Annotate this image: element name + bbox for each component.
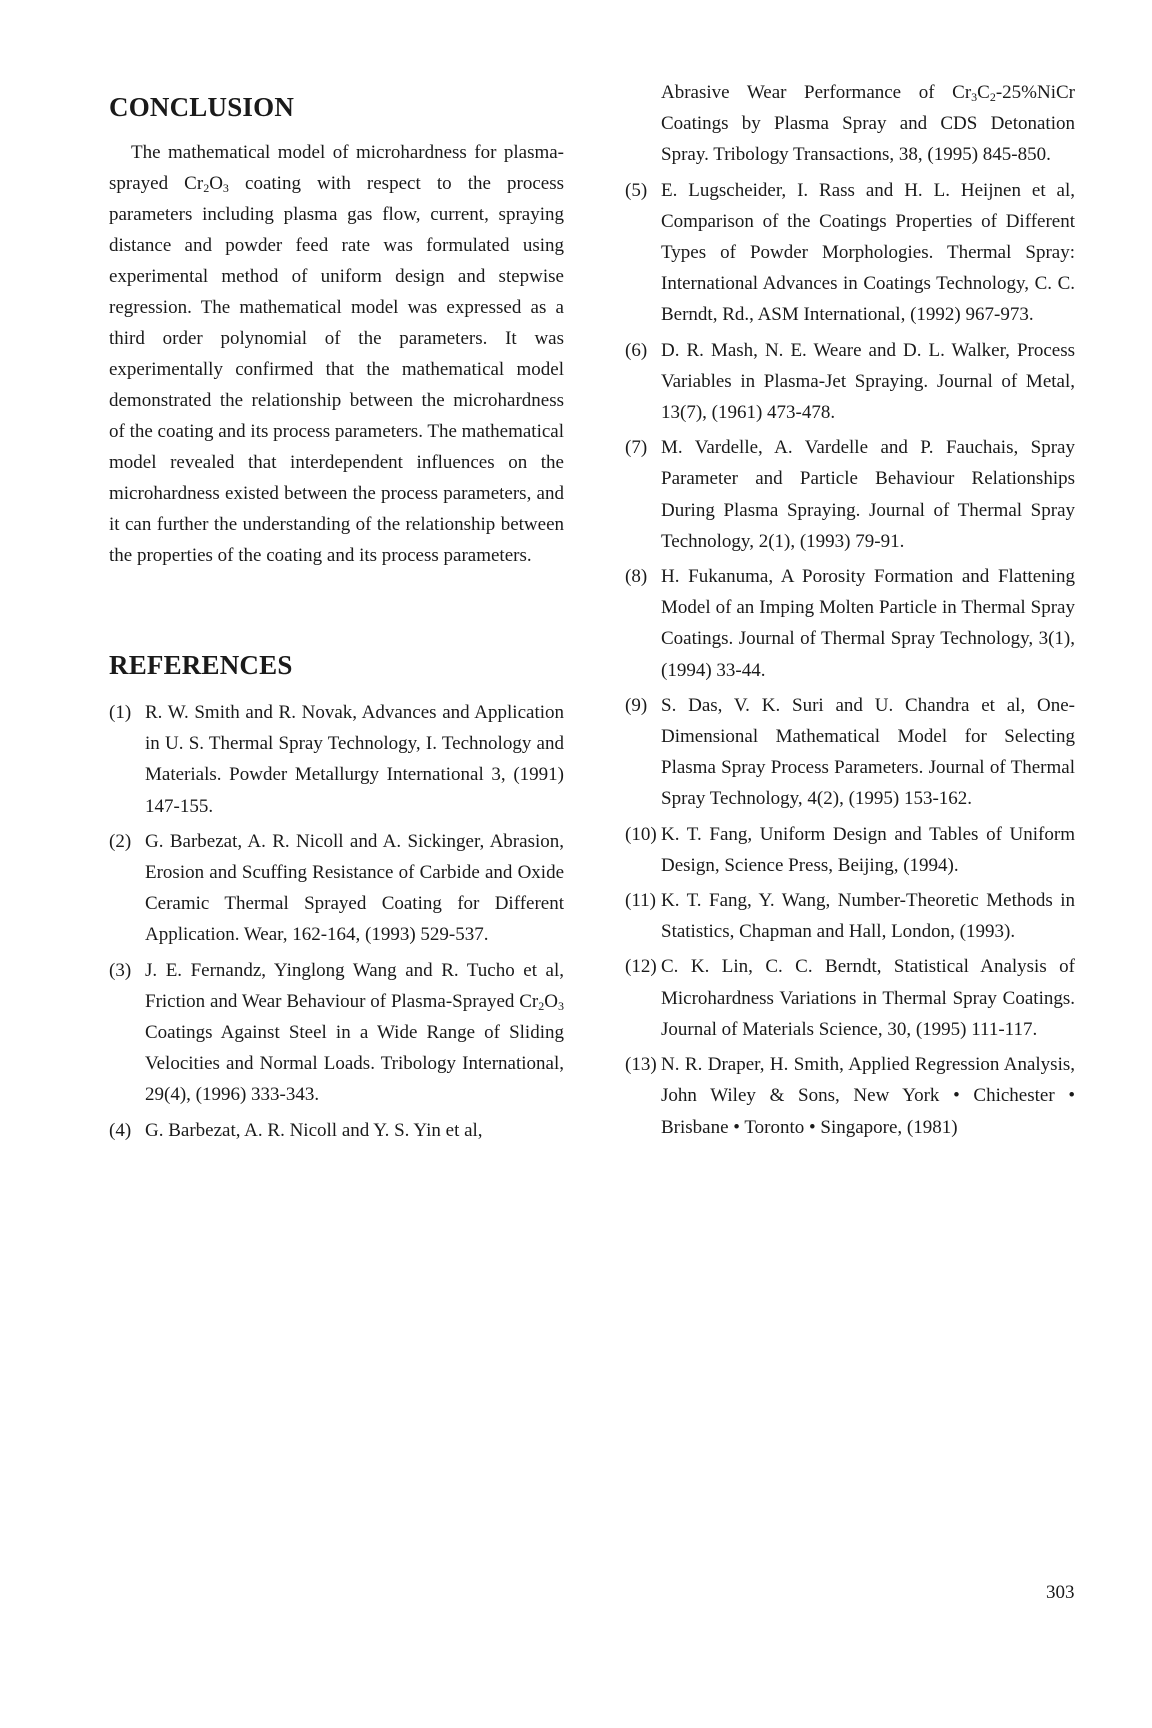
reference-number: (13) [625,1054,657,1076]
reference-number: (9) [625,694,648,716]
conclusion-paragraph: The mathematical model of microhardness for plasma-sprayed $Cr_2O_3$ coating with respect to the process parameters including plasma gas flow, current, spraying distance and powder feed rate was formulated using experimental method of uniform design and stepwise regression. The mathematical model was expressed as a third order polynomial of the parameters. It was experimentally confirmed that the mathematical model demonstrated the relationship between the microhardness of the coating and its process parameters. The mathematical model revealed that interdependent influences on the microhardness existed between the process parameters, and it can further the understanding of the relationship between the properties of the coating and its process parameters. [109,142,564,566]
page-number: 303 [1046,1582,1075,1603]
reference-number: (6) [625,339,648,361]
reference-number: (10) [625,823,657,845]
reference-text: G. Barbezat, A. R. Nicoll and A. Sickinger, Abrasion, Erosion and Scuffing Resistance of Carbide and Oxide Ceramic Thermal Sprayed Coating for Different Application. Wear, 162-164, (1993) 529-537. [145,830,564,946]
reference-item [109,697,564,822]
reference-text: E. Lugscheider, I. Rass and H. L. Heijnen et al, Comparison of the Coatings Properties of Different Types of Powder Morphologies. Thermal Spray: International Advances in Coatings Technology, C. C. Berndt, Rd., ASM International, (1992) 967-973. [661,179,1075,326]
references-list-left [109,697,564,1146]
reference-item [625,951,1075,1045]
reference-text: G. Barbezat, A. R. Nicoll and Y. S. Yin et al, [145,1119,483,1141]
reference-number: (11) [625,890,656,912]
reference-item [625,690,1075,815]
reference-item [625,561,1075,686]
references-heading: REFERENCES [109,650,293,680]
reference-text: J. E. Fernandz, Yinglong Wang and R. Tucho et al, Friction and Wear Behaviour of Plasma-Sprayed $Cr_2O_3$ Coatings Against Steel in a Wide Range of Sliding Velocities and Normal Loads. Tribology International, 29(4), (1996) 333-343. [145,959,564,1106]
reference-number: (5) [625,179,648,201]
reference-text: R. W. Smith and R. Novak, Advances and Application in U. S. Thermal Spray Technology, I. Technology and Materials. Powder Metallurgy International 3, (1991) 147-155. [145,702,564,817]
reference-text: N. R. Draper, H. Smith, Applied Regression Analysis, John Wiley & Sons, New York • Chichester • Brisbane • Toronto • Singapore, (1981) [661,1054,1075,1138]
conclusion-heading: CONCLUSION [109,92,295,122]
reference-text: M. Vardelle, A. Vardelle and P. Fauchais, Spray Parameter and Particle Behaviour Relationships During Plasma Spraying. Journal of Thermal Spray Technology, 2(1), (1993) 79-91. [661,437,1075,552]
reference-item [109,1115,564,1146]
reference-number: (4) [109,1119,132,1141]
reference-number: (3) [109,959,132,981]
reference-text: K. T. Fang, Uniform Design and Tables of Uniform Design, Science Press, Beijing, (1994). [661,823,1075,876]
reference-item [625,885,1075,947]
reference-number: (12) [625,956,657,978]
reference-number: (2) [109,830,132,852]
references-list-right [625,77,1075,1143]
reference-number: (8) [625,566,648,588]
reference-continuation: Abrasive Wear Performance of $Cr_3C_2-25\%NiCr$ Coatings by Plasma Spray and CDS Detonation Spray. Tribology Transactions, 38, (1995) 845-850. [661,82,1075,166]
reference-number: (7) [625,437,648,459]
reference-text: H. Fukanuma, A Porosity Formation and Flattening Model of an Imping Molten Particle in Thermal Spray Coatings. Journal of Thermal Spray Technology, 3(1), (1994) 33-44. [661,566,1075,681]
reference-text: C. K. Lin, C. C. Berndt, Statistical Analysis of Microhardness Variations in Thermal Spray Coatings. Journal of Materials Science, 30, (1995) 111-117. [661,956,1075,1040]
reference-item [625,432,1075,557]
reference-text: D. R. Mash, N. E. Weare and D. L. Walker, Process Variables in Plasma-Jet Spraying. Journal of Metal, 13(7), (1961) 473-478. [661,339,1075,424]
reference-item [625,175,1075,331]
reference-number: (1) [109,702,132,723]
reference-item [625,335,1075,429]
reference-item [109,826,564,951]
reference-text: K. T. Fang, Y. Wang, Number-Theoretic Methods in Statistics, Chapman and Hall, London, (1993). [661,890,1075,943]
reference-item [109,955,564,1111]
reference-text: S. Das, V. K. Suri and U. Chandra et al, One-Dimensional Mathematical Model for Selecting Plasma Spray Process Parameters. Journal of Thermal Spray Technology, 4(2), (1995) 153-162. [661,694,1075,810]
reference-item [625,1049,1075,1143]
reference-item [625,819,1075,881]
